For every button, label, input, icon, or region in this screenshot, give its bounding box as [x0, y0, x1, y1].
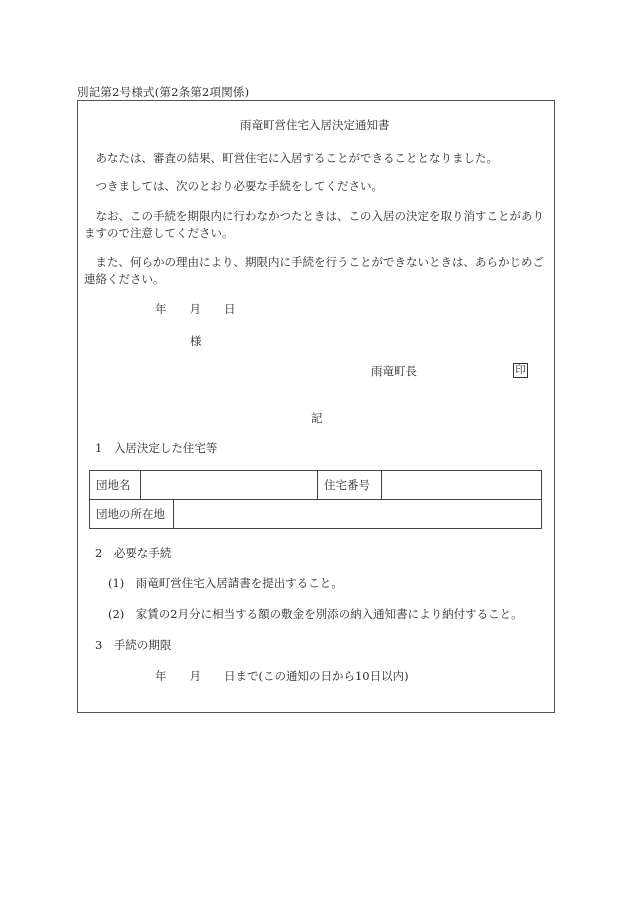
housing-info-table [89, 470, 542, 529]
location-row [90, 500, 542, 529]
section1-heading: 1 入居決定した住宅等 [95, 441, 218, 455]
danchi-value [141, 471, 318, 500]
form-caption: 別記第2号様式(第2条第2項関係) [77, 85, 250, 99]
deadline-line: 年 月 日まで(この通知の日から10日以内) [155, 669, 409, 683]
paragraph-2: つきましては、次のとおり必要な手続をしてください。 [84, 179, 383, 193]
paragraph-1: あなたは、審査の結果、町営住宅に入居することができることとなりました。 [84, 151, 498, 165]
jutaku-value [382, 471, 542, 500]
table-row [90, 471, 542, 500]
addressee-suffix: 様 [190, 334, 202, 348]
seal-mark: 印 [513, 363, 528, 378]
issue-date: 年 月 日 [155, 302, 236, 316]
procedure-item-2: (2) 家賃の2月分に相当する額の敷金を別添の納入通知書により納付すること。 [108, 607, 523, 621]
table-row [90, 500, 542, 529]
paragraph-3: なお、この手続を期限内に行わなかつたときは、この入居の決定を取り消すことがありますので注意してください。 [84, 209, 544, 240]
section2-heading: 2 必要な手続 [95, 546, 172, 560]
jutaku-label: 住宅番号 [318, 471, 382, 500]
location-label: 団地の所在地 [90, 500, 174, 528]
section3-heading: 3 手続の期限 [95, 638, 172, 652]
danchi-label: 団地名 [90, 471, 141, 500]
procedure-item-1: (1) 雨竜町営住宅入居請書を提出すること。 [108, 576, 343, 590]
ki-heading: 記 [311, 411, 323, 425]
location-value [174, 500, 541, 528]
document-title: 雨竜町営住宅入居決定通知書 [240, 118, 390, 132]
paragraph-4: また、何らかの理由により、期限内に手続を行うことができないときは、あらかじめご連絡ください。 [84, 255, 544, 286]
issuer-name: 雨竜町長 [371, 364, 417, 378]
